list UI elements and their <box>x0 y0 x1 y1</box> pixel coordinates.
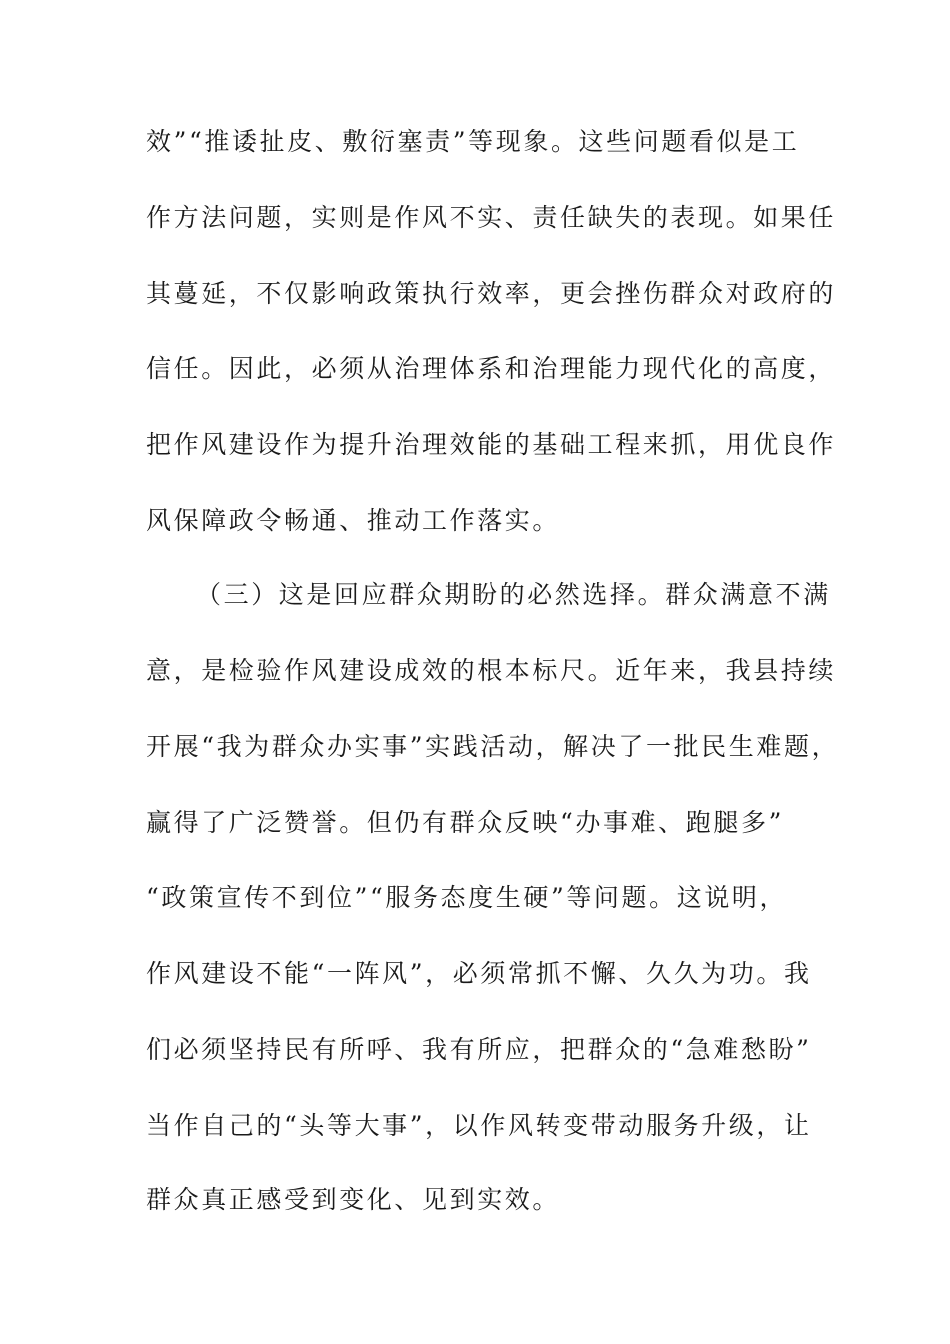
paragraph-line: 们必须坚持民有所呼、我有所应，把群众的“急难愁盼” <box>146 1035 812 1064</box>
paragraph-line: 开展“我为群众办实事”实践活动，解决了一批民生难题， <box>146 732 840 761</box>
paragraph-line: 群众真正感受到变化、见到实效。 <box>146 1185 561 1214</box>
paragraph-line: 赢得了广泛赞誉。但仍有群众反映“办事难、跑腿多” <box>146 808 784 837</box>
section-heading-line: （三）这是回应群众期盼的必然选择。群众满意不满 <box>196 580 831 609</box>
paragraph-line: 当作自己的“头等大事”，以作风转变带动服务升级，让 <box>146 1111 812 1140</box>
paragraph-line: 其蔓延，不仅影响政策执行效率，更会挫伤群众对政府的 <box>146 279 837 308</box>
paragraph-line: “政策宣传不到位”“服务态度生硬”等问题。这说明， <box>146 883 788 912</box>
paragraph-line: 作风建设不能“一阵风”，必须常抓不懈、久久为功。我 <box>146 959 812 988</box>
paragraph-line: 风保障政令畅通、推动工作落实。 <box>146 506 561 535</box>
paragraph-line: 效”“推诿扯皮、敷衍塞责”等现象。这些问题看似是工 <box>146 127 800 156</box>
paragraph-line: 把作风建设作为提升治理效能的基础工程来抓，用优良作 <box>146 430 837 459</box>
paragraph-line: 作方法问题，实则是作风不实、责任缺失的表现。如果任 <box>146 203 837 232</box>
paragraph-line: 信任。因此，必须从治理体系和治理能力现代化的高度， <box>146 354 837 383</box>
paragraph-line: 意，是检验作风建设成效的根本标尺。近年来，我县持续 <box>146 656 837 685</box>
